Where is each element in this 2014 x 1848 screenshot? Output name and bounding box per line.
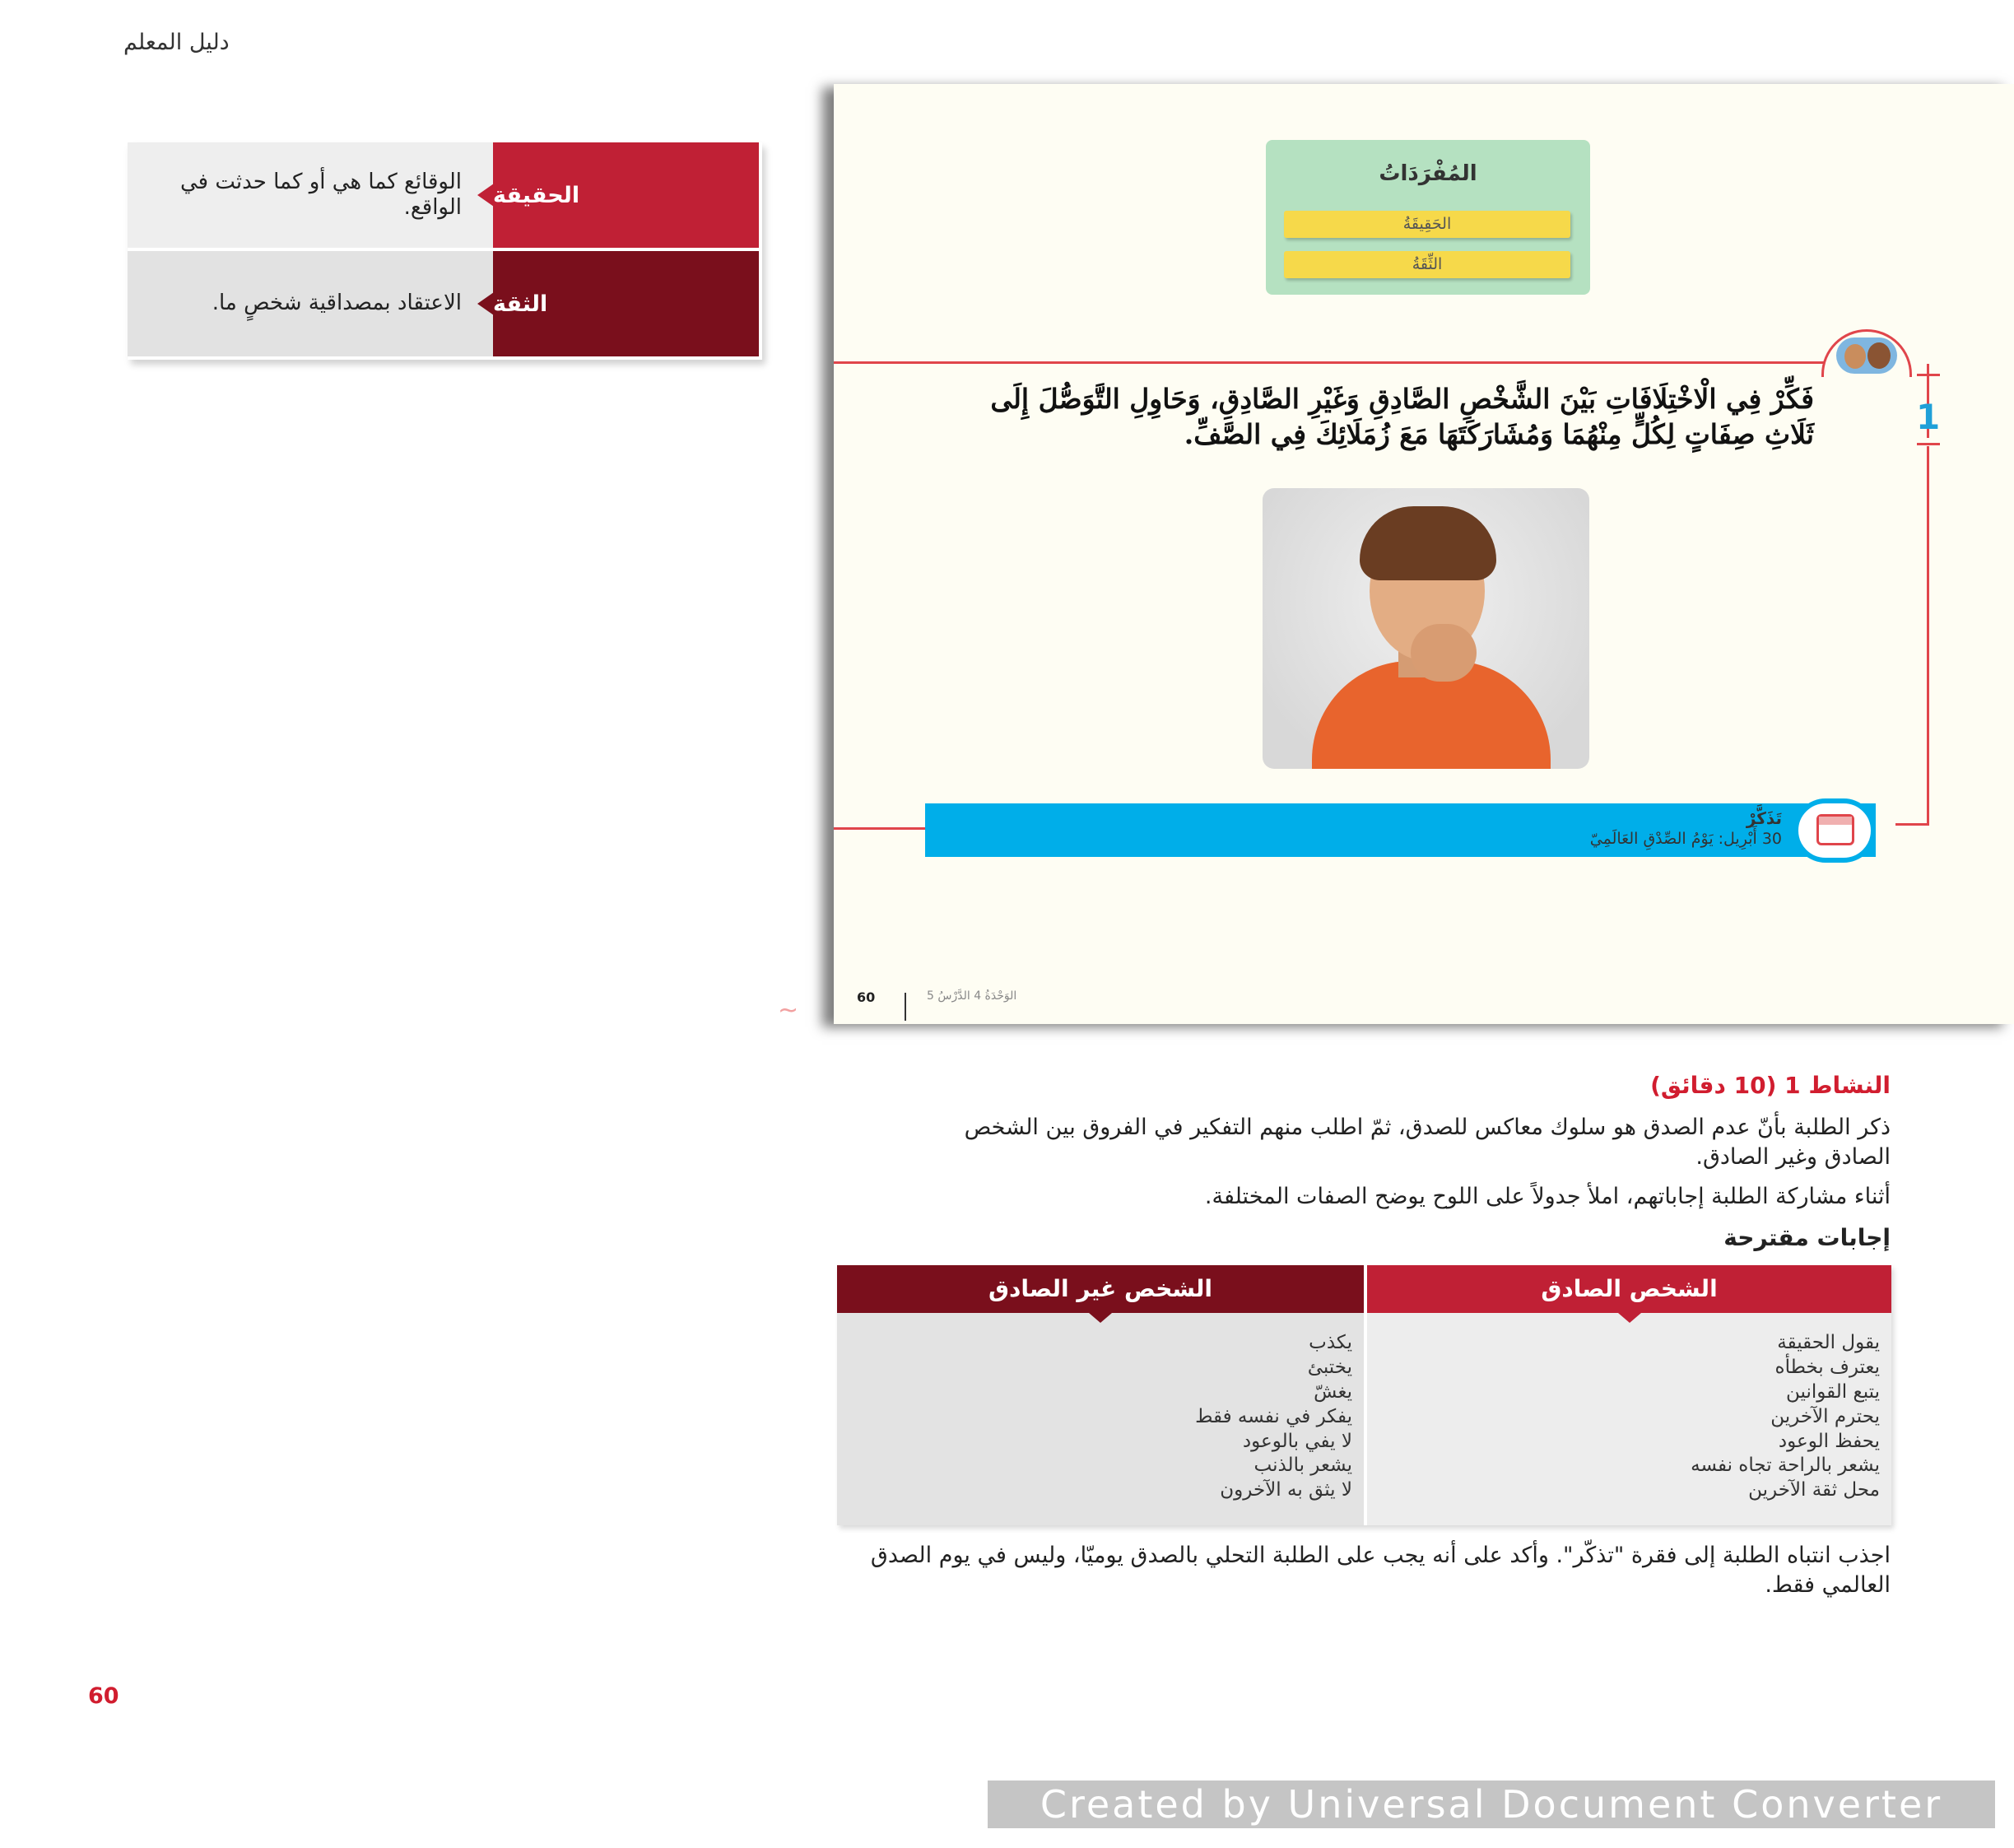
glossary-term: الحقيقة <box>493 142 759 248</box>
remember-text: 30 أَبْرِيل: يَوْمُ الصِّدْقِ العَالَمِيّ <box>1589 830 1782 848</box>
suggested-answers-heading: إجابات مقترحة <box>1723 1224 1891 1251</box>
honest-header: الشخص الصادق <box>1367 1265 1891 1313</box>
remember-bar <box>925 803 1876 857</box>
list-item: محل ثقة الآخرين <box>1748 1479 1880 1501</box>
list-item: يقول الحقيقة <box>1777 1332 1880 1353</box>
activity-question: فَكِّرْ فِي الْاخْتِلَافَاتِ بَيْنَ الشَّخْصِ الصَّادِقِ وَغَيْرِ الصَّادِقِ، وَحَاوِلِ التَّوَصُّلَ إِلَى ثَلَاثِ صِفَاتٍ لِكُلٍّ مِنْهُمَا وَمُشَارَكَتَهَا مَعَ زُمَلَائِكَ فِي الصَّفِّ. <box>990 383 1814 450</box>
glossary <box>128 142 762 360</box>
divider-line <box>1917 443 1940 445</box>
calendar-icon <box>1816 814 1854 845</box>
page-curl-mark: ~ <box>778 996 799 1025</box>
vocabulary-title: المُفْرَدَاتُ <box>1379 161 1477 186</box>
answers-body <box>837 1313 1891 1525</box>
guide-title: دليل المعلم <box>123 30 230 55</box>
list-item: يشعر بالذنب <box>1254 1455 1352 1477</box>
vocabulary-item: الحَقِيقَةُ <box>1284 211 1570 238</box>
list-item: يكذب <box>1309 1332 1352 1353</box>
list-item: يتبع القوانين <box>1786 1380 1880 1403</box>
remember-title: تَذَكَّرْ <box>1746 808 1782 828</box>
glossary-definition: الاعتقاد بمصداقية شخصٍ ما. <box>128 251 493 356</box>
watermark: Created by Universal Document Converter <box>988 1781 1995 1828</box>
honest-column <box>1367 1313 1891 1525</box>
activity-heading: النشاط 1 (10 دقائق) <box>1650 1072 1891 1099</box>
glossary-row <box>128 142 762 248</box>
divider-line <box>1927 446 1929 825</box>
guide-paragraph: ذكر الطلبة بأنّ عدم الصدق هو سلوك معاكس للصدق، ثمّ اطلب منهم التفكير في الفروق بين الشخص الصادق وغير الصادق. <box>964 1115 1891 1171</box>
answers-header <box>837 1265 1891 1313</box>
students-icon <box>1836 337 1897 374</box>
list-item: لا يثق به الآخرون <box>1220 1479 1352 1501</box>
glossary-definition: الوقائع كما هي أو كما حدثت في الواقع. <box>128 142 493 248</box>
list-item: يشعر بالراحة تجاه نفسه <box>1691 1455 1880 1477</box>
activity-number: 1 <box>1916 397 1941 437</box>
book-page-number: 60 <box>857 989 876 1005</box>
vocabulary-box <box>1266 140 1590 295</box>
divider-line <box>1917 374 1940 376</box>
divider-line <box>834 827 928 830</box>
dishonest-column <box>837 1313 1364 1525</box>
guide-paragraph: أثناء مشاركة الطلبة إجاباتهم، املأ جدولاً على اللوح يوضح الصفات المختلفة. <box>1204 1184 1891 1209</box>
list-item: لا يفي بالوعود <box>1242 1430 1352 1452</box>
vocabulary-item: الثِّقَةُ <box>1284 251 1570 278</box>
guide-paragraph: اجذب انتباه الطلبة إلى فقرة "تذكّر". وأكد على أنه يجب على الطلبة التحلي بالصدق يوميّا، وليس في يوم الصدق العالمي فقط. <box>870 1543 1891 1599</box>
divider-line <box>1895 823 1929 826</box>
page-number: 60 <box>88 1683 119 1709</box>
list-item: يحفظ الوعود <box>1778 1430 1880 1452</box>
thinking-boy-photo <box>1263 488 1589 769</box>
list-item: يعترف بخطأه <box>1774 1356 1880 1378</box>
student-book-page <box>834 84 2014 1024</box>
glossary-row <box>128 251 762 356</box>
list-item: يفكر في نفسه فقط <box>1195 1405 1352 1427</box>
answers-table <box>837 1265 1891 1525</box>
book-unit-label: الوَحْدَةُ 4 الدَّرْسُ 5 <box>927 989 1017 1003</box>
dishonest-header: الشخص غير الصادق <box>837 1265 1364 1313</box>
list-item: يختبئ <box>1307 1356 1352 1378</box>
list-item: يغشّ <box>1314 1380 1352 1403</box>
list-item: يحترم الآخرين <box>1770 1405 1880 1427</box>
glossary-term: الثقة <box>493 251 759 356</box>
divider-line <box>834 361 1826 364</box>
footer-rule <box>905 993 906 1021</box>
